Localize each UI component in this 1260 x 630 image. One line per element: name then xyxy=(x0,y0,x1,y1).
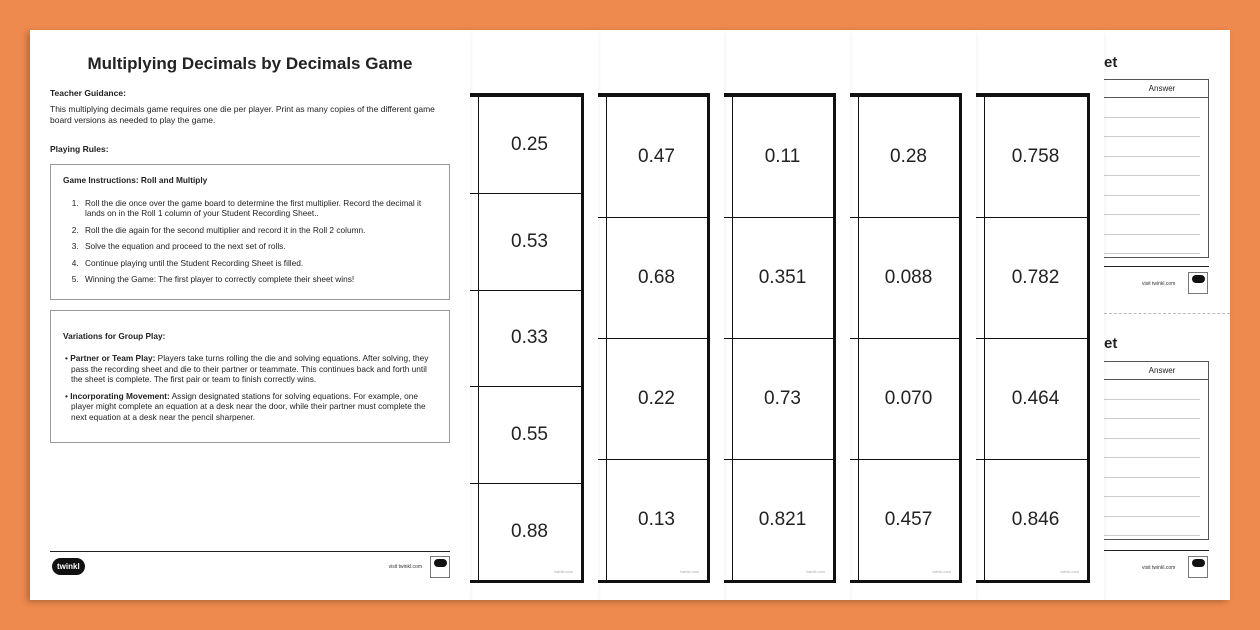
game-board-page xyxy=(470,30,598,600)
page-title: Multiplying Decimals by Decimals Game xyxy=(87,54,413,73)
instructions-box xyxy=(50,164,450,300)
variation-name: Incorporating Movement: xyxy=(70,390,170,401)
board-cell: 0.88 xyxy=(470,483,581,580)
board-cell: 0.457 xyxy=(850,459,959,580)
variations-box xyxy=(50,310,450,444)
board-cell: 0.464 xyxy=(976,338,1087,459)
game-board-page xyxy=(976,30,1104,600)
instructions-title: Game Instructions: Roll and Multiply xyxy=(63,175,208,185)
answer-table xyxy=(1104,361,1209,540)
answer-line xyxy=(1104,517,1200,537)
board-cell: 0.25 xyxy=(470,96,581,193)
board-cell: 0.821 xyxy=(724,459,833,580)
visit-link[interactable]: visit twinkl.com xyxy=(1142,281,1176,287)
cut-line xyxy=(1104,313,1230,314)
visit-link[interactable]: visit twinkl.com xyxy=(388,564,422,570)
board-margin-line xyxy=(606,96,607,580)
variation-name: Partner or Team Play: xyxy=(70,353,156,363)
footer-divider xyxy=(1104,266,1209,267)
board-cell: 0.68 xyxy=(598,217,707,338)
teacher-guidance-page xyxy=(30,30,470,600)
answer-line xyxy=(1104,478,1200,498)
game-board-page xyxy=(724,30,850,600)
answer-line xyxy=(1104,176,1200,196)
game-board xyxy=(470,93,584,583)
sheet-title: et xyxy=(1104,54,1118,71)
board-footer: twinkl.com xyxy=(554,569,573,574)
answer-line xyxy=(1104,380,1200,400)
instruction-step: 1. Roll the die once over the game board to determine the first multiplier. Record the decimal it lands on in the Roll 1 column of your Student Recording Sheet.. xyxy=(81,198,437,219)
answer-line xyxy=(1104,419,1200,439)
board-cell: 0.33 xyxy=(470,290,581,387)
variations-list xyxy=(63,353,437,422)
board-cell: 0.47 xyxy=(598,96,707,217)
answer-line xyxy=(1104,458,1200,478)
variation-item: • Partner or Team Play: Players take turns rolling the die and solving equations. After solving, they pass the recording sheet and die to their partner or teammate. This continues back and forth until the sheet is complete. The first pair or team to finish correctly wins. xyxy=(65,353,429,384)
instruction-step: 4. Continue playing until the Student Recording Sheet is filled. xyxy=(81,258,437,269)
footer-divider xyxy=(1104,550,1209,551)
board-margin-line xyxy=(732,96,733,580)
game-board xyxy=(598,93,710,583)
game-board-page xyxy=(850,30,976,600)
variation-item: • Incorporating Movement: Assign designated stations for solving equations. For example, one player might complete an equation at a desk near the door, while their partner must complete the next equation at a desk near the pencil sharpener. xyxy=(65,390,426,422)
answer-line xyxy=(1104,157,1200,177)
board-cell: 0.55 xyxy=(470,386,581,483)
quality-badge-icon xyxy=(1188,556,1208,578)
board-footer: twinkl.com xyxy=(680,569,699,574)
answer-sheet-page xyxy=(1104,30,1230,600)
answer-line xyxy=(1104,439,1200,459)
teacher-guidance-label: Teacher Guidance: xyxy=(50,88,126,98)
board-cell: 0.070 xyxy=(850,338,959,459)
board-cell: 0.782 xyxy=(976,217,1087,338)
visit-link[interactable]: visit twinkl.com xyxy=(1142,565,1176,571)
game-board-page xyxy=(598,30,724,600)
footer-divider xyxy=(50,551,450,552)
answer-line xyxy=(1104,98,1200,118)
instruction-step: 2. Roll the die again for the second multiplier and record it in the Roll 2 column. xyxy=(81,225,437,236)
answer-line xyxy=(1104,400,1200,420)
variation-text: Players take turns rolling the die and solving equations. After solving, they pass the recording sheet and die to their partner or teammate. This continues back and forth until the sheet is complete. The first pair or team to finish correctly wins. xyxy=(71,353,429,384)
instruction-step: 3. Solve the equation and proceed to the next set of rolls. xyxy=(81,241,437,252)
board-cell: 0.088 xyxy=(850,217,959,338)
board-margin-line xyxy=(478,96,479,580)
board-margin-line xyxy=(858,96,859,580)
twinkl-logo: twinkl xyxy=(52,558,85,575)
answer-table xyxy=(1104,79,1209,258)
answer-header: Answer xyxy=(1104,80,1208,98)
board-cell: 0.13 xyxy=(598,459,707,580)
quality-badge-icon xyxy=(1188,272,1208,294)
quality-badge-icon xyxy=(430,556,450,578)
instructions-list xyxy=(81,198,437,285)
board-cell: 0.22 xyxy=(598,338,707,459)
board-cell: 0.758 xyxy=(976,96,1087,217)
game-board xyxy=(850,93,962,583)
board-cell: 0.73 xyxy=(724,338,833,459)
answer-header: Answer xyxy=(1104,362,1208,380)
game-board xyxy=(724,93,836,583)
answer-line xyxy=(1104,118,1200,138)
playing-rules-label: Playing Rules: xyxy=(50,144,109,154)
board-cell: 0.351 xyxy=(724,217,833,338)
answer-line xyxy=(1104,215,1200,235)
variation-text: Assign designated stations for solving equations. For example, one player might complete an equation at a desk near the door, while their partner must complete the next equation at a desk near the pencil sharpener. xyxy=(71,390,426,422)
board-footer: twinkl.com xyxy=(806,569,825,574)
answer-line xyxy=(1104,235,1200,255)
board-cell: 0.28 xyxy=(850,96,959,217)
board-margin-line xyxy=(984,96,985,580)
instruction-step: 5. Winning the Game: The first player to correctly complete their sheet wins! xyxy=(81,274,437,285)
board-cell: 0.11 xyxy=(724,96,833,217)
variations-title: Variations for Group Play: xyxy=(63,330,166,341)
game-board xyxy=(976,93,1090,583)
sheet-title: et xyxy=(1104,335,1118,352)
board-cell: 0.53 xyxy=(470,193,581,290)
answer-line xyxy=(1104,137,1200,157)
board-footer: twinkl.com xyxy=(1060,569,1079,574)
answer-line xyxy=(1104,497,1200,517)
board-cell: 0.846 xyxy=(976,459,1087,580)
board-footer: twinkl.com xyxy=(932,569,951,574)
teacher-guidance-text: This multiplying decimals game requires one die per player. Print as many copies of the different game board versions as needed to play the game. xyxy=(50,104,435,125)
answer-line xyxy=(1104,196,1200,216)
